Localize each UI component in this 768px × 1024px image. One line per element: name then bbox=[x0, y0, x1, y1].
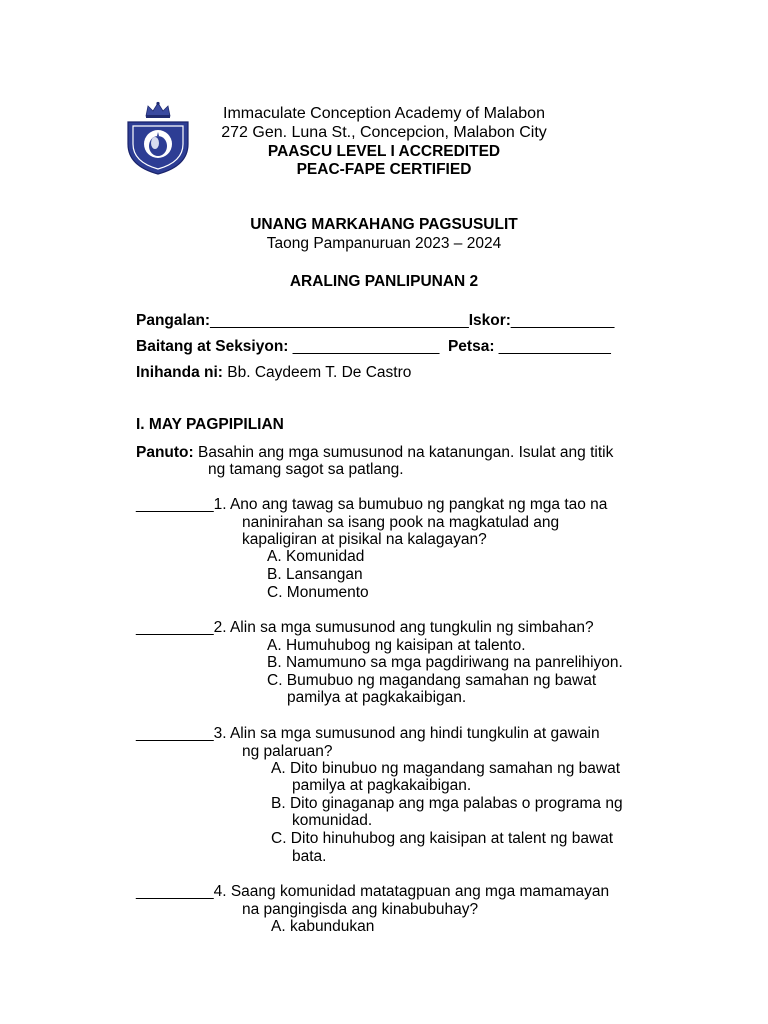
school-address: 272 Gen. Luna St., Concepcion, Malabon City bbox=[221, 124, 547, 141]
choice-cont: komunidad. bbox=[292, 812, 373, 829]
choice: B. Namumuno sa mga pagdiriwang na panrelihiyon. bbox=[267, 654, 623, 671]
choice: C. Monumento bbox=[267, 584, 369, 601]
choice: A. Humuhubog ng kaisipan at talento. bbox=[267, 637, 526, 654]
name-blank[interactable]: ______________________________ bbox=[210, 312, 469, 329]
question-text: 2. Alin sa mga sumusunod ang tungkulin ng simbahan? bbox=[213, 619, 594, 636]
choice: B. Dito ginaganap ang mga palabas o programa ng bbox=[271, 795, 623, 812]
certification-line: PEAC-FAPE CERTIFIED bbox=[296, 161, 472, 178]
question-text: ng palaruan? bbox=[242, 743, 333, 760]
school-name: Immaculate Conception Academy of Malabon bbox=[223, 105, 545, 122]
accreditation-line: PAASCU LEVEL I ACCREDITED bbox=[267, 143, 501, 160]
prepared-label: Inihanda ni: bbox=[136, 364, 223, 381]
grade-row bbox=[136, 338, 611, 356]
name-row bbox=[136, 312, 614, 330]
question-text: kapaligiran at pisikal na kalagayan? bbox=[242, 531, 487, 548]
choice-cont: pamilya at pagkakaibigan. bbox=[292, 777, 472, 794]
section-title: I. MAY PAGPIPILIAN bbox=[136, 416, 284, 433]
question-text: 4. Saang komunidad matatagpuan ang mga mamamayan bbox=[213, 883, 610, 900]
choice: A. kabundukan bbox=[271, 918, 375, 935]
name-label: Pangalan: bbox=[136, 312, 211, 329]
question-1 bbox=[136, 496, 607, 514]
question-3 bbox=[136, 725, 600, 743]
question-text: 1. Ano ang tawag sa bumubuo ng pangkat ng mga tao na bbox=[213, 496, 608, 513]
answer-blank[interactable]: _________ bbox=[136, 883, 214, 900]
directions-text: Basahin ang mga sumusunod na katanungan. Isulat ang titik bbox=[198, 444, 614, 461]
choice: B. Lansangan bbox=[267, 566, 363, 583]
directions-text-cont: ng tamang sagot sa patlang. bbox=[208, 461, 404, 478]
score-label: Iskor: bbox=[468, 312, 511, 329]
question-text: 3. Alin sa mga sumusunod ang hindi tungkulin at gawain bbox=[213, 725, 600, 742]
choice: A. Komunidad bbox=[267, 548, 365, 565]
subject-title: ARALING PANLIPUNAN 2 bbox=[289, 273, 479, 290]
score-blank[interactable]: ____________ bbox=[510, 312, 615, 329]
prepared-value: Bb. Caydeem T. De Castro bbox=[227, 364, 412, 381]
question-text: naninirahan sa isang pook na magkatulad ang bbox=[242, 514, 560, 531]
exam-title: UNANG MARKAHANG PAGSUSULIT bbox=[250, 216, 518, 233]
directions bbox=[136, 444, 613, 462]
answer-blank[interactable]: _________ bbox=[136, 725, 214, 742]
prepared-row bbox=[136, 364, 411, 382]
choice: C. Dito hinuhubog ang kaisipan at talent ng bawat bbox=[271, 830, 614, 847]
grade-label: Baitang at Seksiyon: bbox=[136, 338, 289, 355]
question-4 bbox=[136, 883, 609, 901]
school-year: Taong Pampanuruan 2023 – 2024 bbox=[266, 235, 502, 252]
choice-cont: bata. bbox=[292, 848, 327, 865]
answer-blank[interactable]: _________ bbox=[136, 619, 214, 636]
choice-cont: pamilya at pagkakaibigan. bbox=[287, 689, 467, 706]
date-label: Petsa: bbox=[447, 338, 495, 355]
question-text: na pangingisda ang kinabubuhay? bbox=[242, 901, 479, 918]
answer-blank[interactable]: _________ bbox=[136, 496, 214, 513]
choice: C. Bumubuo ng magandang samahan ng bawat bbox=[267, 672, 597, 689]
choice: A. Dito binubuo ng magandang samahan ng bawat bbox=[271, 760, 620, 777]
grade-blank[interactable]: _________________ bbox=[292, 338, 440, 355]
date-blank[interactable]: _____________ bbox=[498, 338, 611, 355]
directions-label: Panuto: bbox=[136, 444, 194, 461]
question-2 bbox=[136, 619, 594, 637]
